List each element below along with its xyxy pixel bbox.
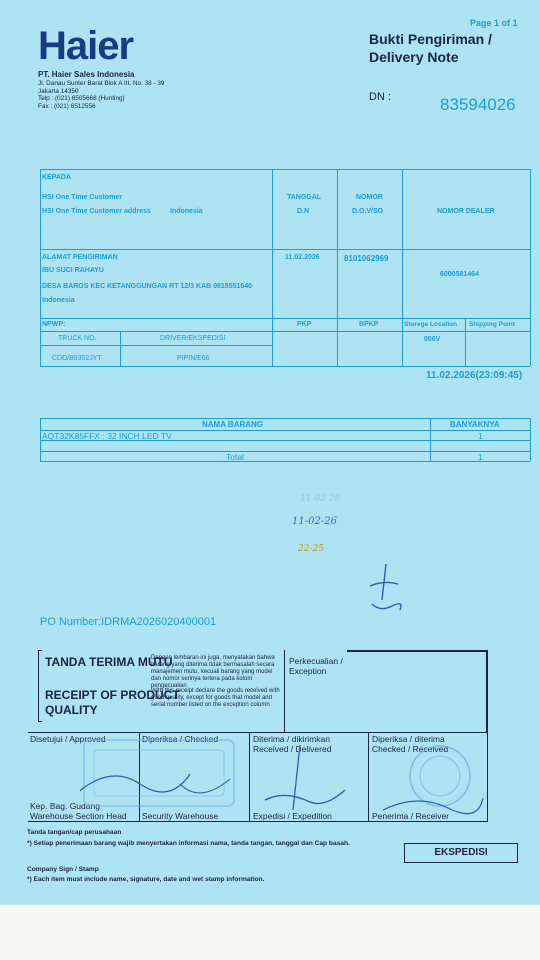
po-number: PO Number:IDRMA2026020400001 [40,616,217,628]
warehouse-head-label: Kep. Bag. Gudang Warehouse Section Head [30,801,127,821]
checked-label: Diperiksa / Checked [142,734,219,744]
scan-background [0,905,540,960]
title-line: Bukti Pengiriman / [369,31,492,47]
ship-name: IBU SUCI RAHAYU [42,267,104,274]
ship-country: Indonesia [42,297,75,304]
receipt-text-en: With this receipt declare the goods received with good quality, except for goods that model and serial number listed on the exception column [151,688,280,708]
kepada-label: KEPADA [42,174,72,181]
truck-no-label: TRUCK NO. [58,335,97,342]
company-stamp-label-en: Company Sign / Stamp [27,866,99,873]
receiver-label: Penerima / Receiver [372,811,450,821]
handwritten-date: 11-02-26 [300,494,341,504]
address-line: Telp : (021) 6505668 (Hunting) [38,95,125,103]
total-label: Total [226,452,244,462]
tanggal-sub-label: D.N [297,208,310,215]
signature-mark [362,560,412,620]
address-line: Jl. Danau Sunter Barat Blok A III, No. 38 - 39 [38,80,165,87]
handwritten-date: 22-25 [298,544,324,554]
exception-top-rule [347,650,487,652]
expedition-signature [255,740,355,820]
nomor-dealer-label: NOMOR DEALER [437,208,495,215]
pkp-label: PKP [297,321,312,328]
receipt-title-en-2: QUALITY [45,703,98,717]
bpkp-label: BPKP [359,321,379,328]
tanggal-label: TANGGAL [287,194,322,201]
receipt-text-id: Dengan lembaran ini juga, menyatakan bahwa barang yang diterima tidak bermasalah secara manajemen mutu, kecuali barang yang model dan nomor serinya tertera pada kolom pengecualian [151,655,275,689]
receipt-title-id: TANDA TERIMA MUTU [45,655,173,669]
warehouse-stamp [80,734,240,814]
title-line: Delivery Note [369,49,459,65]
receipt-title-en: RECEIPT OF PRODUCT [45,688,180,702]
bracket-left [38,650,42,722]
customer-country: Indonesia [170,208,203,215]
dealer-value: 6000581464 [440,271,479,278]
total-qty: 1 [478,452,483,462]
item-qty: 1 [478,431,483,441]
nomor-label: NOMOR [356,194,383,201]
dov-value: 8101062969 [344,254,389,263]
company-address [38,80,164,110]
ship-address: DESA BAROS KEC KETANGGUNGAN RT 12/3 KAB 0815551640 [42,283,253,290]
dn-label: DN : [369,91,391,103]
date-value: 11.02.2026 [285,254,320,261]
address-line: Fax : (021) 6512556 [38,102,96,110]
customer-address: HSI One Time Customer address [42,208,151,215]
col-banyaknya: BANYAKNYA [450,420,500,429]
alamat-label: ALAMAT PENGIRIMAN [42,254,118,261]
print-timestamp: 11.02.2026(23:09:45) [426,370,523,381]
copy-type-ekspedisi: EKSPEDISI [404,843,518,863]
storage-location-label: Storege Location [404,321,458,328]
exception-label: Perkecualian / Exception [289,656,343,676]
nomor-sub-label: D.O.V/SO [352,208,384,215]
receipt-divider [284,650,285,732]
page-number: Page 1 of 1 [470,18,518,28]
company-name: PT. Haier Sales Indonesia [38,70,135,79]
document-title [369,30,492,66]
handwritten-date: 11-02-26 [292,516,337,527]
item-name: AQT32K85FFX : 32 INCH LED TV [42,431,172,441]
npwp-label: NPWP: [42,321,66,328]
received-delivered-label: Diterima / dikirimkan Received / Delivered [253,734,332,754]
truck-no-value: CDD/B9302JYT [52,355,102,362]
col-nama-barang: NAMA BARANG [202,420,264,429]
driver-label: DRIVER/EKSPEDISI [160,335,226,342]
receiver-stamp [378,738,488,820]
address-line: Jakarta 14350 [38,87,79,95]
dn-number: 83594026 [440,95,516,114]
security-warehouse-label: Security Warehouse [142,811,219,821]
haier-logo: Haier [38,24,134,68]
stamp-note-en: *) Each item must include name, signature, date and wet stamp information. [27,876,265,883]
checked-received-label: Diperiksa / diterima Checked / Received [372,734,449,754]
company-sign-label-id: Tanda tangan/cap perusahaan [27,829,122,836]
expedition-label: Expedisi / Expedition [253,811,332,821]
approved-label: Disetujui / Approved [30,734,106,744]
sign-note-id: *) Setiap penerimaan barang wajib menyertakan informasi nama, tanda tangan, tanggal dan Cap basah. [27,840,350,847]
shipping-point-label: Shipping Point [469,321,515,328]
driver-value: PIPIN/E66 [177,355,210,362]
storage-location-value: 006V [424,336,441,343]
exception-right-rule [486,650,488,732]
customer-name: HSI One Time Customer [42,194,123,201]
